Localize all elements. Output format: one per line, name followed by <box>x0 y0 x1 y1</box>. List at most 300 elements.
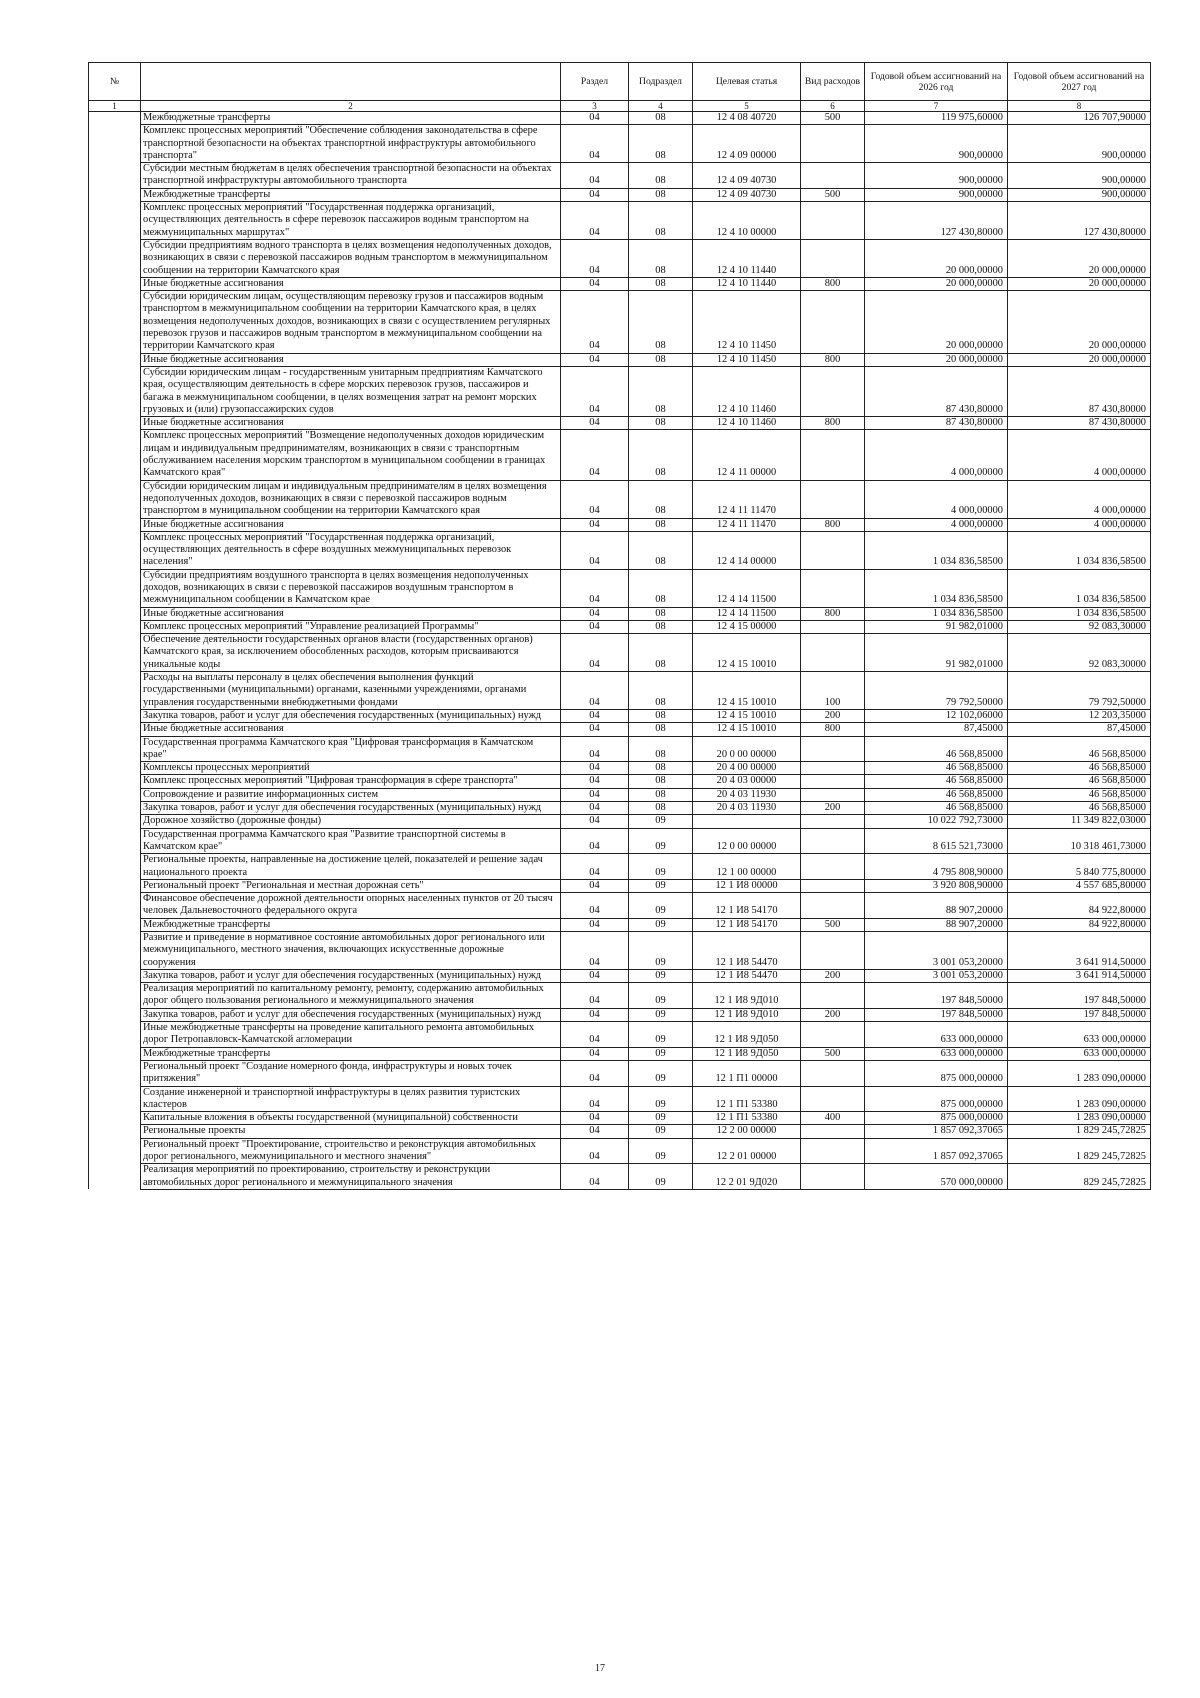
row-expense-type <box>801 788 865 801</box>
row-subsection: 09 <box>629 1008 693 1021</box>
row-index-cell <box>89 1125 141 1138</box>
row-subsection: 08 <box>629 569 693 607</box>
row-subsection: 09 <box>629 1112 693 1125</box>
row-name: Иные межбюджетные трансферты на проведение капитального ремонта автомобильных дорог Петропавловск-Камчатской агломерации <box>141 1022 561 1048</box>
row-target-article: 12 1 П1 00000 <box>693 1060 801 1086</box>
row-volume-2026: 875 000,00000 <box>865 1060 1008 1086</box>
row-section: 04 <box>561 854 629 880</box>
row-volume-2027: 46 568,85000 <box>1008 775 1151 788</box>
row-subsection: 08 <box>629 188 693 201</box>
row-volume-2027: 84 922,80000 <box>1008 918 1151 931</box>
row-index-cell <box>89 828 141 854</box>
table-row <box>89 932 1151 970</box>
row-section: 04 <box>561 1164 629 1190</box>
row-subsection: 08 <box>629 634 693 672</box>
row-name: Региональный проект "Региональная и местная дорожная сеть" <box>141 879 561 892</box>
row-target-article: 12 4 10 11460 <box>693 366 801 416</box>
row-expense-type <box>801 531 865 569</box>
row-index-cell <box>89 518 141 531</box>
row-volume-2026: 570 000,00000 <box>865 1164 1008 1190</box>
row-name: Иные бюджетные ассигнования <box>141 723 561 736</box>
row-subsection: 08 <box>629 277 693 290</box>
row-name: Комплекс процессных мероприятий "Государственная поддержка организаций, осуществляющих деятельность в сфере воздушных межмуниципальных перевозок населения" <box>141 531 561 569</box>
row-index-cell <box>89 672 141 710</box>
row-section: 04 <box>561 1086 629 1112</box>
row-target-article: 20 4 03 00000 <box>693 775 801 788</box>
table-row <box>89 815 1151 828</box>
row-volume-2026: 4 000,00000 <box>865 430 1008 480</box>
table-row <box>89 291 1151 353</box>
row-name: Региональные проекты, направленные на достижение целей, показателей и решение задач национального проекта <box>141 854 561 880</box>
table-row <box>89 366 1151 416</box>
row-section: 04 <box>561 775 629 788</box>
row-volume-2027: 1 829 245,72825 <box>1008 1138 1151 1164</box>
row-expense-type <box>801 1138 865 1164</box>
row-index-cell <box>89 277 141 290</box>
row-subsection: 08 <box>629 736 693 762</box>
table-row <box>89 893 1151 919</box>
row-name: Закупка товаров, работ и услуг для обеспечения государственных (муниципальных) нужд <box>141 802 561 815</box>
row-subsection: 09 <box>629 879 693 892</box>
row-target-article: 12 1 И8 54170 <box>693 918 801 931</box>
row-expense-type <box>801 1125 865 1138</box>
table-row <box>89 802 1151 815</box>
row-section: 04 <box>561 788 629 801</box>
row-expense-type <box>801 1086 865 1112</box>
row-volume-2027: 126 707,90000 <box>1008 112 1151 125</box>
row-expense-type <box>801 879 865 892</box>
row-volume-2026: 87,45000 <box>865 723 1008 736</box>
table-row <box>89 1008 1151 1021</box>
row-name: Региональные проекты <box>141 1125 561 1138</box>
row-expense-type <box>801 125 865 163</box>
row-volume-2026: 3 001 053,20000 <box>865 969 1008 982</box>
row-name: Комплекс процессных мероприятий "Цифровая трансформация в сфере транспорта" <box>141 775 561 788</box>
row-target-article: 12 4 11 11470 <box>693 480 801 518</box>
row-volume-2026: 87 430,80000 <box>865 366 1008 416</box>
row-target-article: 12 1 И8 54470 <box>693 969 801 982</box>
row-volume-2026: 46 568,85000 <box>865 775 1008 788</box>
row-expense-type <box>801 291 865 353</box>
column-number: 2 <box>141 101 561 112</box>
row-expense-type: 200 <box>801 969 865 982</box>
row-section: 04 <box>561 531 629 569</box>
row-volume-2027: 20 000,00000 <box>1008 277 1151 290</box>
header-volume-2026: Годовой объем ассигнований на 2026 год <box>865 63 1008 101</box>
row-volume-2027: 84 922,80000 <box>1008 893 1151 919</box>
row-volume-2027: 20 000,00000 <box>1008 353 1151 366</box>
row-index-cell <box>89 1060 141 1086</box>
row-index-cell <box>89 1112 141 1125</box>
row-volume-2026: 46 568,85000 <box>865 802 1008 815</box>
row-index-cell <box>89 815 141 828</box>
row-expense-type: 800 <box>801 518 865 531</box>
row-subsection: 09 <box>629 1086 693 1112</box>
row-volume-2026: 1 034 836,58500 <box>865 607 1008 620</box>
row-volume-2027: 10 318 461,73000 <box>1008 828 1151 854</box>
row-index-cell <box>89 112 141 125</box>
row-name: Комплекс процессных мероприятий "Возмещение недополученных доходов юридическим лицам и индивидуальным предпринимателям, возникающих в связи с транспортным обслуживанием населения морским транспортом в муниципальном сообщении в границах Камчатского края" <box>141 430 561 480</box>
row-volume-2026: 633 000,00000 <box>865 1047 1008 1060</box>
row-volume-2026: 1 034 836,58500 <box>865 531 1008 569</box>
row-index-cell <box>89 569 141 607</box>
table-row <box>89 1164 1151 1190</box>
row-volume-2027: 900,00000 <box>1008 163 1151 189</box>
row-index-cell <box>89 918 141 931</box>
budget-table <box>88 62 1151 1190</box>
row-section: 04 <box>561 736 629 762</box>
table-row <box>89 736 1151 762</box>
row-section: 04 <box>561 366 629 416</box>
table-body <box>89 112 1151 1190</box>
table-row <box>89 1138 1151 1164</box>
row-name: Субсидии юридическим лицам - государственным унитарным предприятиям Камчатского края, осуществляющим деятельность в сфере морских перевозок грузов, пассажиров и багажа в межмуниципальном сообщении, в целях возмещения затрат на ремонт морских грузовых и (или) грузопассажирских судов <box>141 366 561 416</box>
row-subsection: 09 <box>629 1164 693 1190</box>
row-expense-type: 100 <box>801 672 865 710</box>
column-number: 8 <box>1008 101 1151 112</box>
row-name: Субсидии предприятиям воздушного транспорта в целях возмещения недополученных доходов, возникающих в связи с перевозкой пассажиров воздушным транспортом в межмуниципальном сообщении в Камчатском крае <box>141 569 561 607</box>
row-subsection: 09 <box>629 854 693 880</box>
row-index-cell <box>89 775 141 788</box>
row-section: 04 <box>561 634 629 672</box>
row-target-article: 12 1 П1 53380 <box>693 1112 801 1125</box>
row-target-article: 12 4 14 11500 <box>693 607 801 620</box>
row-expense-type: 800 <box>801 353 865 366</box>
row-volume-2026: 46 568,85000 <box>865 736 1008 762</box>
row-target-article: 20 4 03 11930 <box>693 788 801 801</box>
row-subsection: 08 <box>629 112 693 125</box>
row-name: Закупка товаров, работ и услуг для обеспечения государственных (муниципальных) нужд <box>141 709 561 722</box>
row-subsection: 08 <box>629 417 693 430</box>
row-name: Расходы на выплаты персоналу в целях обеспечения выполнения функций государственными (муниципальными) органами, казенными учреждениями, органами управления государственными внебюджетными фондами <box>141 672 561 710</box>
row-volume-2027: 20 000,00000 <box>1008 291 1151 353</box>
row-expense-type <box>801 163 865 189</box>
row-name: Иные бюджетные ассигнования <box>141 607 561 620</box>
row-section: 04 <box>561 125 629 163</box>
row-target-article: 12 4 11 11470 <box>693 518 801 531</box>
table-row <box>89 239 1151 277</box>
row-section: 04 <box>561 1060 629 1086</box>
row-volume-2027: 4 000,00000 <box>1008 480 1151 518</box>
row-volume-2027: 46 568,85000 <box>1008 788 1151 801</box>
row-volume-2027: 4 000,00000 <box>1008 430 1151 480</box>
table-row <box>89 569 1151 607</box>
row-volume-2027: 197 848,50000 <box>1008 1008 1151 1021</box>
row-volume-2027: 633 000,00000 <box>1008 1022 1151 1048</box>
header-subsection: Подраздел <box>629 63 693 101</box>
row-name: Комплекс процессных мероприятий "Государственная поддержка организаций, осуществляющих деятельность в сфере перевозок пассажиров водным транспортом на межмуниципальных маршрутах" <box>141 202 561 240</box>
row-volume-2027: 79 792,50000 <box>1008 672 1151 710</box>
row-target-article: 12 4 09 00000 <box>693 125 801 163</box>
row-section: 04 <box>561 762 629 775</box>
row-section: 04 <box>561 163 629 189</box>
row-target-article: 12 4 10 11440 <box>693 239 801 277</box>
table-row <box>89 775 1151 788</box>
row-volume-2026: 46 568,85000 <box>865 788 1008 801</box>
row-subsection: 09 <box>629 1125 693 1138</box>
row-name: Дорожное хозяйство (дорожные фонды) <box>141 815 561 828</box>
row-target-article: 12 1 И8 9Д050 <box>693 1022 801 1048</box>
row-section: 04 <box>561 277 629 290</box>
table-row <box>89 983 1151 1009</box>
header-volume-2027: Годовой объем ассигнований на 2027 год <box>1008 63 1151 101</box>
row-section: 04 <box>561 709 629 722</box>
row-target-article: 12 4 10 11460 <box>693 417 801 430</box>
row-name: Субсидии юридическим лицам, осуществляющим перевозку грузов и пассажиров водным транспортом в межмуниципальном сообщении на территории Камчатского края, в целях возмещения недополученных доходов, возникающих в связи с осуществлением регулярных перевозок грузов и пассажиров водным транспортом в межмуниципальном сообщении на территории Камчатского края <box>141 291 561 353</box>
row-volume-2027: 92 083,30000 <box>1008 634 1151 672</box>
row-target-article: 12 1 И8 54470 <box>693 932 801 970</box>
row-index-cell <box>89 417 141 430</box>
row-index-cell <box>89 969 141 982</box>
row-expense-type: 200 <box>801 802 865 815</box>
row-volume-2027: 87 430,80000 <box>1008 417 1151 430</box>
row-volume-2027: 46 568,85000 <box>1008 736 1151 762</box>
column-number: 6 <box>801 101 865 112</box>
row-volume-2026: 20 000,00000 <box>865 277 1008 290</box>
row-volume-2026: 633 000,00000 <box>865 1022 1008 1048</box>
row-index-cell <box>89 430 141 480</box>
row-volume-2027: 900,00000 <box>1008 125 1151 163</box>
row-target-article: 12 2 00 00000 <box>693 1125 801 1138</box>
table-row <box>89 879 1151 892</box>
row-volume-2026: 4 000,00000 <box>865 518 1008 531</box>
table-row <box>89 620 1151 633</box>
row-target-article: 12 4 10 00000 <box>693 202 801 240</box>
table-row <box>89 788 1151 801</box>
row-name: Капитальные вложения в объекты государственной (муниципальной) собственности <box>141 1112 561 1125</box>
table-row <box>89 762 1151 775</box>
row-target-article: 12 1 И8 00000 <box>693 879 801 892</box>
row-name: Закупка товаров, работ и услуг для обеспечения государственных (муниципальных) нужд <box>141 1008 561 1021</box>
row-name: Развитие и приведение в нормативное состояние автомобильных дорог регионального или межмуниципального, местного значения, включающих искусственные дорожные сооружения <box>141 932 561 970</box>
row-subsection: 08 <box>629 518 693 531</box>
row-section: 04 <box>561 672 629 710</box>
row-volume-2026: 88 907,20000 <box>865 918 1008 931</box>
row-expense-type <box>801 983 865 1009</box>
row-index-cell <box>89 854 141 880</box>
row-volume-2027: 829 245,72825 <box>1008 1164 1151 1190</box>
row-subsection: 08 <box>629 202 693 240</box>
row-expense-type <box>801 569 865 607</box>
header-name <box>141 63 561 101</box>
row-expense-type: 200 <box>801 709 865 722</box>
row-volume-2026: 900,00000 <box>865 125 1008 163</box>
row-volume-2027: 3 641 914,50000 <box>1008 932 1151 970</box>
row-volume-2026: 900,00000 <box>865 188 1008 201</box>
row-index-cell <box>89 163 141 189</box>
row-target-article: 12 2 01 9Д020 <box>693 1164 801 1190</box>
row-expense-type <box>801 854 865 880</box>
row-subsection: 09 <box>629 1138 693 1164</box>
row-name: Реализация мероприятий по капитальному ремонту, ремонту, содержанию автомобильных дорог общего пользования регионального и межмуниципального значения <box>141 983 561 1009</box>
row-target-article: 12 4 15 10010 <box>693 634 801 672</box>
row-volume-2027: 1 283 090,00000 <box>1008 1086 1151 1112</box>
row-index-cell <box>89 802 141 815</box>
row-volume-2027: 900,00000 <box>1008 188 1151 201</box>
row-target-article <box>693 815 801 828</box>
row-volume-2027: 1 034 836,58500 <box>1008 607 1151 620</box>
row-volume-2027: 92 083,30000 <box>1008 620 1151 633</box>
row-subsection: 08 <box>629 366 693 416</box>
table-row <box>89 1022 1151 1048</box>
row-section: 04 <box>561 353 629 366</box>
row-target-article: 12 1 И8 9Д010 <box>693 1008 801 1021</box>
row-expense-type: 500 <box>801 188 865 201</box>
row-volume-2027: 20 000,00000 <box>1008 239 1151 277</box>
row-name: Иные бюджетные ассигнования <box>141 417 561 430</box>
row-expense-type: 200 <box>801 1008 865 1021</box>
row-volume-2026: 20 000,00000 <box>865 239 1008 277</box>
row-subsection: 09 <box>629 983 693 1009</box>
row-target-article: 20 0 00 00000 <box>693 736 801 762</box>
row-expense-type: 500 <box>801 918 865 931</box>
row-subsection: 08 <box>629 775 693 788</box>
table-row <box>89 672 1151 710</box>
table-row <box>89 163 1151 189</box>
row-volume-2027: 1 283 090,00000 <box>1008 1060 1151 1086</box>
row-index-cell <box>89 607 141 620</box>
column-number: 7 <box>865 101 1008 112</box>
row-name: Субсидии юридическим лицам и индивидуальным предпринимателям в целях возмещения недополученных доходов, возникающих в связи с перевозкой пассажиров водным транспортом в муниципальном сообщении на территории Камчатского края <box>141 480 561 518</box>
table-row <box>89 918 1151 931</box>
row-name: Финансовое обеспечение дорожной деятельности опорных населенных пунктов от 20 тысяч человек Дальневосточного федерального округа <box>141 893 561 919</box>
row-index-cell <box>89 1138 141 1164</box>
row-volume-2027: 87 430,80000 <box>1008 366 1151 416</box>
table-row <box>89 709 1151 722</box>
row-index-cell <box>89 788 141 801</box>
row-expense-type: 800 <box>801 417 865 430</box>
row-index-cell <box>89 620 141 633</box>
row-volume-2026: 79 792,50000 <box>865 672 1008 710</box>
row-target-article: 12 4 08 40720 <box>693 112 801 125</box>
row-volume-2026: 1 857 092,37065 <box>865 1138 1008 1164</box>
row-index-cell <box>89 723 141 736</box>
row-volume-2027: 4 000,00000 <box>1008 518 1151 531</box>
row-name: Иные бюджетные ассигнования <box>141 353 561 366</box>
row-expense-type <box>801 815 865 828</box>
row-index-cell <box>89 531 141 569</box>
table-row <box>89 430 1151 480</box>
row-target-article: 12 0 00 00000 <box>693 828 801 854</box>
row-target-article: 12 4 10 11450 <box>693 353 801 366</box>
row-target-article: 12 1 И8 54170 <box>693 893 801 919</box>
row-volume-2026: 88 907,20000 <box>865 893 1008 919</box>
row-expense-type <box>801 620 865 633</box>
row-section: 04 <box>561 918 629 931</box>
row-volume-2026: 20 000,00000 <box>865 291 1008 353</box>
row-volume-2026: 3 920 808,90000 <box>865 879 1008 892</box>
row-section: 04 <box>561 480 629 518</box>
row-section: 04 <box>561 569 629 607</box>
row-volume-2027: 197 848,50000 <box>1008 983 1151 1009</box>
table-row <box>89 480 1151 518</box>
row-name: Комплексы процессных мероприятий <box>141 762 561 775</box>
table-row <box>89 854 1151 880</box>
row-name: Комплекс процессных мероприятий "Управление реализацией Программы" <box>141 620 561 633</box>
row-name: Субсидии местным бюджетам в целях обеспечения транспортной безопасности на объектах транспортной инфраструктуры автомобильного транспорта <box>141 163 561 189</box>
row-index-cell <box>89 736 141 762</box>
row-subsection: 09 <box>629 815 693 828</box>
row-subsection: 08 <box>629 620 693 633</box>
row-volume-2027: 46 568,85000 <box>1008 802 1151 815</box>
row-target-article: 12 4 10 11440 <box>693 277 801 290</box>
row-target-article: 12 1 И8 9Д010 <box>693 983 801 1009</box>
row-subsection: 08 <box>629 163 693 189</box>
row-subsection: 09 <box>629 932 693 970</box>
row-subsection: 08 <box>629 291 693 353</box>
table-row <box>89 1112 1151 1125</box>
row-volume-2027: 1 034 836,58500 <box>1008 569 1151 607</box>
row-volume-2026: 87 430,80000 <box>865 417 1008 430</box>
row-volume-2027: 12 203,35000 <box>1008 709 1151 722</box>
row-expense-type: 800 <box>801 607 865 620</box>
row-target-article: 12 4 10 11450 <box>693 291 801 353</box>
column-number: 5 <box>693 101 801 112</box>
row-section: 04 <box>561 802 629 815</box>
row-subsection: 08 <box>629 480 693 518</box>
table-row <box>89 202 1151 240</box>
header-expense-type: Вид расходов <box>801 63 865 101</box>
row-name: Государственная программа Камчатского края "Цифровая трансформация в Камчатском крае" <box>141 736 561 762</box>
row-section: 04 <box>561 1125 629 1138</box>
row-expense-type <box>801 775 865 788</box>
row-name: Субсидии предприятиям водного транспорта в целях возмещения недополученных доходов, возникающих в связи с перевозкой пассажиров водным транспортом в межмуниципальном сообщении на территории Камчатского края <box>141 239 561 277</box>
row-volume-2026: 197 848,50000 <box>865 1008 1008 1021</box>
row-subsection: 08 <box>629 672 693 710</box>
row-section: 04 <box>561 1112 629 1125</box>
table-header <box>89 63 1151 112</box>
row-index-cell <box>89 879 141 892</box>
row-volume-2027: 87,45000 <box>1008 723 1151 736</box>
row-name: Региональный проект "Проектирование, строительство и реконструкция автомобильных дорог регионального, межмуниципального и местного значения" <box>141 1138 561 1164</box>
row-subsection: 09 <box>629 828 693 854</box>
table-row <box>89 417 1151 430</box>
row-target-article: 12 4 11 00000 <box>693 430 801 480</box>
row-volume-2027: 633 000,00000 <box>1008 1047 1151 1060</box>
row-expense-type <box>801 1164 865 1190</box>
table-row <box>89 607 1151 620</box>
row-volume-2026: 900,00000 <box>865 163 1008 189</box>
row-subsection: 08 <box>629 723 693 736</box>
row-name: Межбюджетные трансферты <box>141 112 561 125</box>
row-volume-2027: 5 840 775,80000 <box>1008 854 1151 880</box>
row-section: 04 <box>561 112 629 125</box>
row-section: 04 <box>561 188 629 201</box>
row-index-cell <box>89 1164 141 1190</box>
row-name: Иные бюджетные ассигнования <box>141 277 561 290</box>
row-name: Межбюджетные трансферты <box>141 918 561 931</box>
row-volume-2026: 3 001 053,20000 <box>865 932 1008 970</box>
row-target-article: 12 1 00 00000 <box>693 854 801 880</box>
row-section: 04 <box>561 983 629 1009</box>
table-row <box>89 634 1151 672</box>
row-expense-type <box>801 430 865 480</box>
row-volume-2027: 46 568,85000 <box>1008 762 1151 775</box>
row-expense-type <box>801 366 865 416</box>
row-subsection: 08 <box>629 762 693 775</box>
row-section: 04 <box>561 723 629 736</box>
row-volume-2026: 1 034 836,58500 <box>865 569 1008 607</box>
row-expense-type <box>801 1022 865 1048</box>
table-row <box>89 969 1151 982</box>
row-section: 04 <box>561 607 629 620</box>
row-volume-2026: 197 848,50000 <box>865 983 1008 1009</box>
row-subsection: 08 <box>629 788 693 801</box>
row-section: 04 <box>561 239 629 277</box>
row-index-cell <box>89 353 141 366</box>
row-name: Иные бюджетные ассигнования <box>141 518 561 531</box>
row-target-article: 20 4 03 11930 <box>693 802 801 815</box>
